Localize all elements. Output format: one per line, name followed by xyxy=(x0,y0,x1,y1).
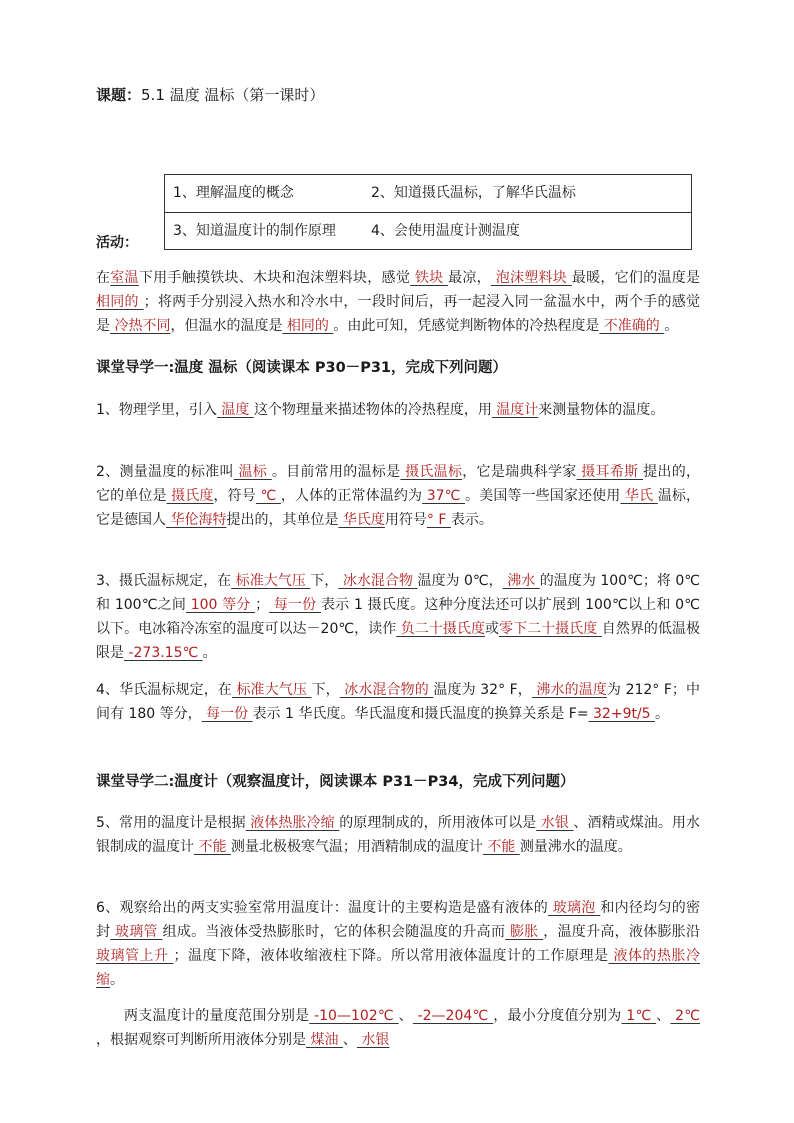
answer-blank: 相同的 xyxy=(282,318,334,334)
question-text: 1、物理学里，引入 xyxy=(96,402,217,418)
answer-blank: 标准大气压 xyxy=(231,573,311,589)
question-text: 两支温度计的量度范围分别是 xyxy=(124,1008,310,1024)
answer-blank: 铁块 xyxy=(410,270,449,286)
question-7 xyxy=(96,1004,700,1052)
answer-blank: -10—102℃ xyxy=(309,1008,399,1024)
question-text: 测量沸水的温度。 xyxy=(519,839,632,855)
answer-blank: 不能 xyxy=(194,839,231,855)
answer-blank: 相同的 xyxy=(96,294,144,310)
answer-blank: 不准确的 xyxy=(599,318,665,334)
answer-blank: 温度 xyxy=(216,402,254,418)
answer-blank: 37℃ xyxy=(422,488,466,504)
question-text: 为 212° F；中间有 180 等分， xyxy=(96,682,700,722)
answer-blank: 冰水混合物的 xyxy=(339,682,434,698)
answer-blank: 冰水混合物 xyxy=(338,573,418,589)
goal-2: 2、知道摄氏温标，了解华氏温标 xyxy=(371,185,576,201)
answer-blank: 液体热胀冷缩 xyxy=(245,815,340,831)
goal-3: 3、知道温度计的制作原理 xyxy=(173,223,336,239)
question-text: 下， xyxy=(311,682,340,698)
table-divider xyxy=(165,212,691,213)
section-heading-1: 课堂导学一:温度 温标（阅读课本 P30－P31，完成下列问题） xyxy=(96,360,508,376)
question-text: 的原理制成的，所用液体可以是 xyxy=(339,815,537,831)
question-text: 。目前常用的温标是 xyxy=(271,464,401,480)
question-text: ，最小分度值分别为 xyxy=(493,1008,622,1024)
question-text: 用符号 xyxy=(384,512,427,528)
question-text: 、 xyxy=(398,1008,413,1024)
question-text: ；温度下降，液体收缩液柱下降。所以常用液体温度计的工作原理是 xyxy=(173,948,609,964)
question-text: 来测量物体的温度。 xyxy=(538,402,665,418)
answer-blank: ° F xyxy=(426,512,451,528)
activity-label: 活动： xyxy=(96,235,138,251)
question-text: 下， xyxy=(310,573,339,589)
question-text: 在 xyxy=(96,270,111,286)
question-text: 测量北极极寒气温；用酒精制成的温度计 xyxy=(230,839,483,855)
answer-blank: 负二十摄氏度 xyxy=(396,621,485,637)
answer-blank: 膨胀 xyxy=(505,924,544,940)
question-text: 最暖，它们的温度是 xyxy=(571,270,701,286)
question-text: 4、华氏温标规定，在 xyxy=(96,682,232,698)
question-text: 。 xyxy=(655,706,670,722)
page-title: 课题：5.1 温度 温标（第一课时） xyxy=(96,86,325,104)
question-text: 2、测量温度的标准叫 xyxy=(96,464,234,480)
answer-blank: 摄氏度 xyxy=(166,488,214,504)
question-text: 温度为 0℃， xyxy=(417,573,503,589)
question-text: ，但温水的温度是 xyxy=(170,318,283,334)
question-text: ； xyxy=(255,597,270,613)
answer-blank: 煤油 xyxy=(306,1032,343,1048)
question-text: 、酒精或煤油。用水银制成的温度计 xyxy=(96,815,701,855)
answer-blank: 水银 xyxy=(536,815,574,831)
question-text: ，根据观察可判断所用液体分别是 xyxy=(96,1032,306,1048)
answer-blank: 摄氏温标 xyxy=(400,464,463,480)
answer-blank: -2—204℃ xyxy=(412,1008,494,1024)
question-text: 表示 1 华氏度。华氏温度和摄氏温度的换算关系是 F= xyxy=(252,706,589,722)
question-text: 表示。 xyxy=(450,512,493,528)
question-text: 。 xyxy=(110,972,124,988)
answer-blank: 每一份 xyxy=(269,597,321,613)
question-4 xyxy=(96,678,700,726)
question-text: ，人体的正常体温约为 xyxy=(280,488,423,504)
question-text: 或 xyxy=(485,621,500,637)
question-text: 温标，它是德国人 xyxy=(96,488,701,528)
answer-blank: 玻璃管上升 xyxy=(96,948,174,964)
question-text: 。美国等一些国家还使用 xyxy=(465,488,621,504)
question-text: 提出的，其单位是 xyxy=(226,512,339,528)
goal-4: 4、会使用温度计测温度 xyxy=(371,223,520,239)
question-text: 表示 1 摄氏度。这种分度法还可以扩展到 100℃以上和 0℃以下。电冰箱冷冻室的温度可以达－20℃，读作 xyxy=(96,597,700,637)
answer-blank: 2℃ xyxy=(670,1008,701,1024)
question-text: 温度为 32° F， xyxy=(433,682,532,698)
goal-1: 1、理解温度的概念 xyxy=(173,185,294,201)
answer-blank: 玻璃管 xyxy=(110,924,163,940)
question-text: 最凉， xyxy=(448,270,491,286)
answer-blank: 100 等分 xyxy=(186,597,256,613)
question-text: 。 xyxy=(664,318,679,334)
answer-blank: 1℃ xyxy=(621,1008,657,1024)
question-text: 的温度为 100℃；将 0℃和 100℃之间 xyxy=(96,573,701,613)
question-3 xyxy=(96,569,700,665)
answer-blank: 冷热不同 xyxy=(110,318,171,334)
answer-blank: 沸水 xyxy=(502,573,540,589)
answer-blank: 32+9t/5 xyxy=(588,706,656,722)
question-text: 和内径均匀的密封 xyxy=(96,900,701,940)
question-text: 提出的，它的单位是 xyxy=(96,464,700,504)
answer-blank: 华氏 xyxy=(620,488,658,504)
activity-paragraph xyxy=(96,266,700,338)
answer-blank: 水银 xyxy=(356,1032,390,1048)
question-text: ，温度升高，液体膨胀沿 xyxy=(543,924,701,940)
question-text: 5、常用的温度计是根据 xyxy=(96,815,246,831)
question-text: 这个物理量来描述物体的冷热程度，用 xyxy=(253,402,492,418)
answer-blank: 液体的热胀冷缩 xyxy=(96,948,701,988)
answer-blank: 玻璃泡 xyxy=(547,900,601,916)
question-text: ，符号 xyxy=(213,488,256,504)
answer-blank: 标准大气压 xyxy=(231,682,312,698)
answer-blank: 泡沫塑料块 xyxy=(490,270,572,286)
question-text: ；将两手分别浸入热水和冷水中，一段时间后，再一起浸入同一盆温水中，两个手的感觉是 xyxy=(96,294,701,334)
question-text: 。 xyxy=(202,645,217,661)
section-heading-2: 课堂导学二:温度计（观察温度计，阅读课本 P31－P34，完成下列问题） xyxy=(96,774,575,790)
answer-blank: 华氏度 xyxy=(338,512,385,528)
question-2 xyxy=(96,460,700,532)
question-text: 下用手触摸铁块、木块和泡沫塑料块，感觉 xyxy=(138,270,411,286)
answer-blank: 每一份 xyxy=(201,706,253,722)
question-text: ，它是瑞典科学家 xyxy=(462,464,577,480)
question-text: 3、摄氏温标规定，在 xyxy=(96,573,232,589)
question-text: 自然界的低温极限是 xyxy=(96,621,701,661)
question-6 xyxy=(96,896,700,992)
question-text: 。由此可知，凭感觉判断物体的冷热程度是 xyxy=(333,318,600,334)
question-text: 、 xyxy=(656,1008,671,1024)
answer-blank: 零下二十摄氏度 xyxy=(499,621,602,637)
answer-blank: ℃ xyxy=(255,488,281,504)
answer-blank: 华伦海特 xyxy=(166,512,227,528)
question-1 xyxy=(96,398,700,422)
answer-blank: 不能 xyxy=(482,839,520,855)
question-text: 组成。当液体受热膨胀时，它的体积会随温度的升高而 xyxy=(162,924,506,940)
answer-blank: -273.15℃ xyxy=(124,645,203,661)
question-text: 、 xyxy=(342,1032,357,1048)
answer-blank: 沸水的温度 xyxy=(531,682,607,698)
learning-goals-table xyxy=(164,174,692,250)
question-5 xyxy=(96,811,700,859)
question-text: 6、观察给出的两支实验室常用温度计：温度计的主要构造是盛有液体的 xyxy=(96,900,548,916)
answer-blank: 温标 xyxy=(233,464,272,480)
answer-blank: 温度计 xyxy=(491,402,539,418)
answer-blank: 摄耳希斯 xyxy=(576,464,644,480)
answer-blank: 室温 xyxy=(110,270,139,286)
